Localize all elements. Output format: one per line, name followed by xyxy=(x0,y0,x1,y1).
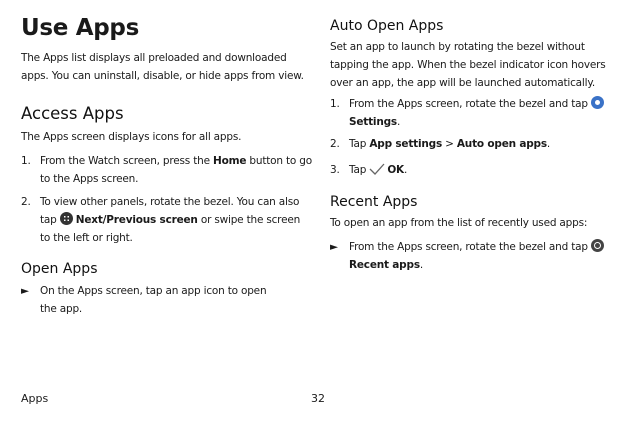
auto-step-3: 3. Tap OK. xyxy=(330,164,408,176)
footer-section-name: Apps xyxy=(21,392,49,405)
recent-apps-bullet-item: ► From the Apps screen, rotate the bezel and tap Recent apps. xyxy=(330,238,620,274)
next-previous-screen-icon xyxy=(60,212,73,225)
page-number: 32 xyxy=(311,392,325,405)
settings-icon xyxy=(591,96,604,109)
app-settings-label: App settings xyxy=(369,138,442,150)
recent-apps-heading: Recent Apps xyxy=(330,194,418,210)
auto-open-apps-desc: Set an app to launch by rotating the bezel without tapping the app. When the bezel indicator icon hovers over an app, the app will be launched automatically. xyxy=(330,41,606,89)
bullet-arrow-icon: ► xyxy=(330,241,338,253)
checkmark-icon xyxy=(369,163,385,175)
bullet-arrow-icon: ► xyxy=(21,285,29,297)
auto-step-2: 2. Tap App settings > Auto open apps. xyxy=(330,138,551,150)
access-apps-heading: Access Apps xyxy=(21,104,124,123)
page-title: Use Apps xyxy=(21,15,139,41)
access-step-1: 1. From the Watch screen, press the Home button to go to the Apps screen. xyxy=(21,155,312,185)
open-apps-heading: Open Apps xyxy=(21,261,98,277)
recent-apps-icon xyxy=(591,239,604,252)
auto-step-1: 1. From the Apps screen, rotate the bezel and tap Settings. xyxy=(330,95,620,131)
access-apps-desc: The Apps screen displays icons for all apps. xyxy=(21,131,242,143)
open-apps-bullet-item: ► On the Apps screen, tap an app icon to open the app. xyxy=(21,282,313,318)
home-button-label: Home xyxy=(213,155,247,167)
intro-text: The Apps list displays all preloaded and downloaded apps. You can uninstall, disable, or hide apps from view. xyxy=(21,52,304,82)
access-step-2: 2. To view other panels, rotate the bezel. You can also tap Next/Previous screen or swipe the screen to the left or right. xyxy=(21,196,301,244)
recent-apps-desc: To open an app from the list of recently used apps: xyxy=(330,217,588,229)
auto-open-apps-heading: Auto Open Apps xyxy=(330,18,444,34)
auto-open-apps-label: Auto open apps xyxy=(456,138,547,150)
